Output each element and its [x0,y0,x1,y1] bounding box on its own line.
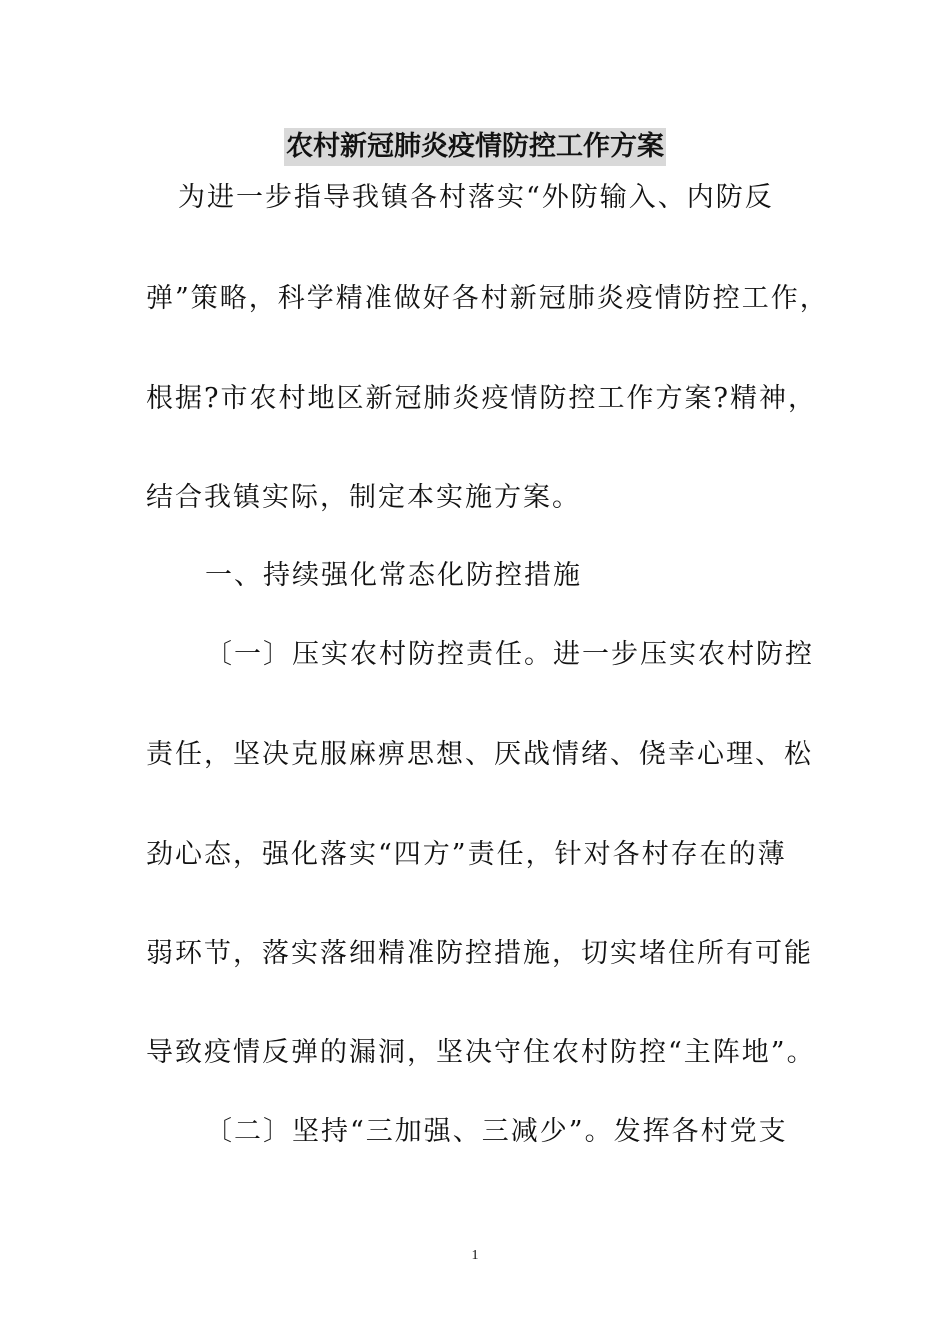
paragraph-line-6: 责任，坚决克服麻痹思想、厌战情绪、侥幸心理、松 [146,739,813,770]
paragraph-line-9: 导致疫情反弹的漏洞，坚决守住农村防控“主阵地”。 [146,1037,816,1068]
paragraph-line-10: 〔二〕坚持“三加强、三减少”。发挥各村党支 [205,1116,788,1147]
paragraph-line-5: 〔一〕压实农村防控责任。进一步压实农村防控 [205,639,814,670]
paragraph-line-1: 为进一步指导我镇各村落实“外防输入、内防反 [178,182,774,213]
paragraph-line-3: 根据?市农村地区新冠肺炎疫情防控工作方案?精神， [146,383,817,414]
document-title-wrapper [0,128,950,166]
page-number: 1 [471,1248,479,1263]
paragraph-line-7: 劲心态，强化落实“四方”责任，针对各村存在的薄 [146,839,787,870]
section-heading-1: 一、持续强化常态化防控措施 [205,560,582,591]
paragraph-line-4: 结合我镇实际，制定本实施方案。 [146,482,581,513]
document-title: 农村新冠肺炎疫情防控工作方案 [284,128,666,166]
paragraph-line-8: 弱环节，落实落细精准防控措施，切实堵住所有可能 [146,938,813,969]
paragraph-line-2: 弹”策略，科学精准做好各村新冠肺炎疫情防控工作， [146,283,829,314]
